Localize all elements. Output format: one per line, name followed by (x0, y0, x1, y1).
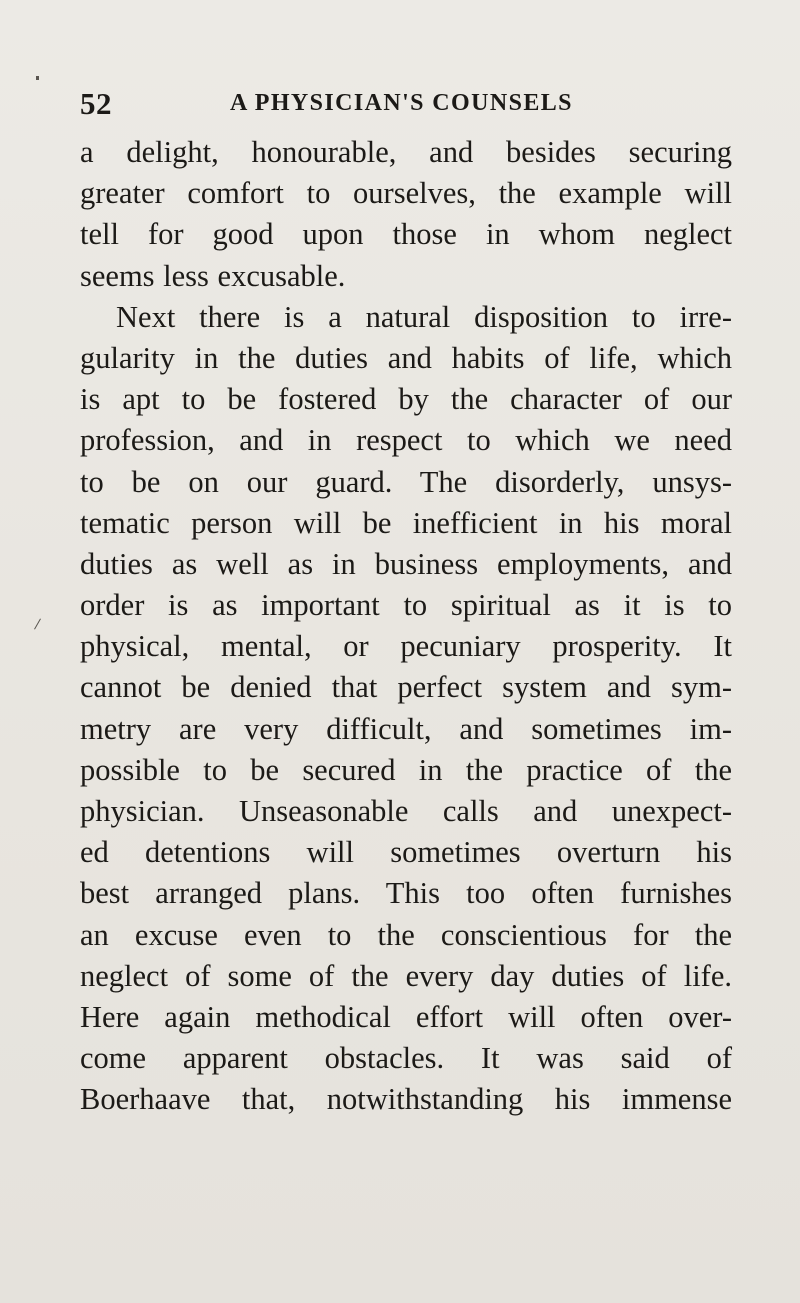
text-line: duties as well as in business employments, and (80, 546, 732, 581)
text-line: an excuse even to the conscientious for the (80, 917, 732, 952)
text-line: Boerhaave that, notwithstanding his immense (80, 1082, 732, 1117)
text-line: is apt to be fostered by the character of our (80, 382, 732, 417)
text-line: cannot be denied that perfect system and sym- (80, 670, 732, 705)
running-head: A PHYSICIAN'S COUNSELS (230, 90, 573, 116)
page-header (80, 86, 732, 126)
body-text (80, 132, 732, 1121)
margin-mark (34, 619, 41, 630)
text-line: best arranged plans. This too often furnishes (80, 876, 732, 911)
text-line: possible to be secured in the practice of the (80, 752, 732, 787)
text-line: neglect of some of the every day duties of life. (80, 958, 732, 993)
text-line: tell for good upon those in whom neglect (80, 217, 732, 252)
text-line: ed detentions will sometimes overturn his (80, 835, 732, 870)
text-line: order is as important to spiritual as it is to (80, 588, 732, 623)
text-line: physician. Unseasonable calls and unexpect- (80, 794, 732, 828)
text-line: gularity in the duties and habits of life, which (80, 340, 732, 375)
text-line: metry are very difficult, and sometimes im- (80, 711, 732, 746)
text-line: to be on our guard. The disorderly, unsys- (80, 464, 732, 499)
margin-mark (36, 76, 39, 80)
text-line: tematic person will be inefficient in his moral (80, 505, 732, 540)
page-number: 52 (80, 86, 112, 121)
text-line: greater comfort to ourselves, the example will (80, 176, 732, 211)
text-line: physical, mental, or pecuniary prosperity. It (80, 629, 732, 664)
text-line: Here again methodical effort will often over- (80, 999, 732, 1034)
text-line: profession, and in respect to which we need (80, 423, 732, 458)
text-line: come apparent obstacles. It was said of (80, 1041, 732, 1076)
text-line: a delight, honourable, and besides securing (80, 135, 732, 169)
text-line: seems less excusable. (80, 258, 346, 293)
text-line: Next there is a natural disposition to irre- (116, 299, 732, 334)
